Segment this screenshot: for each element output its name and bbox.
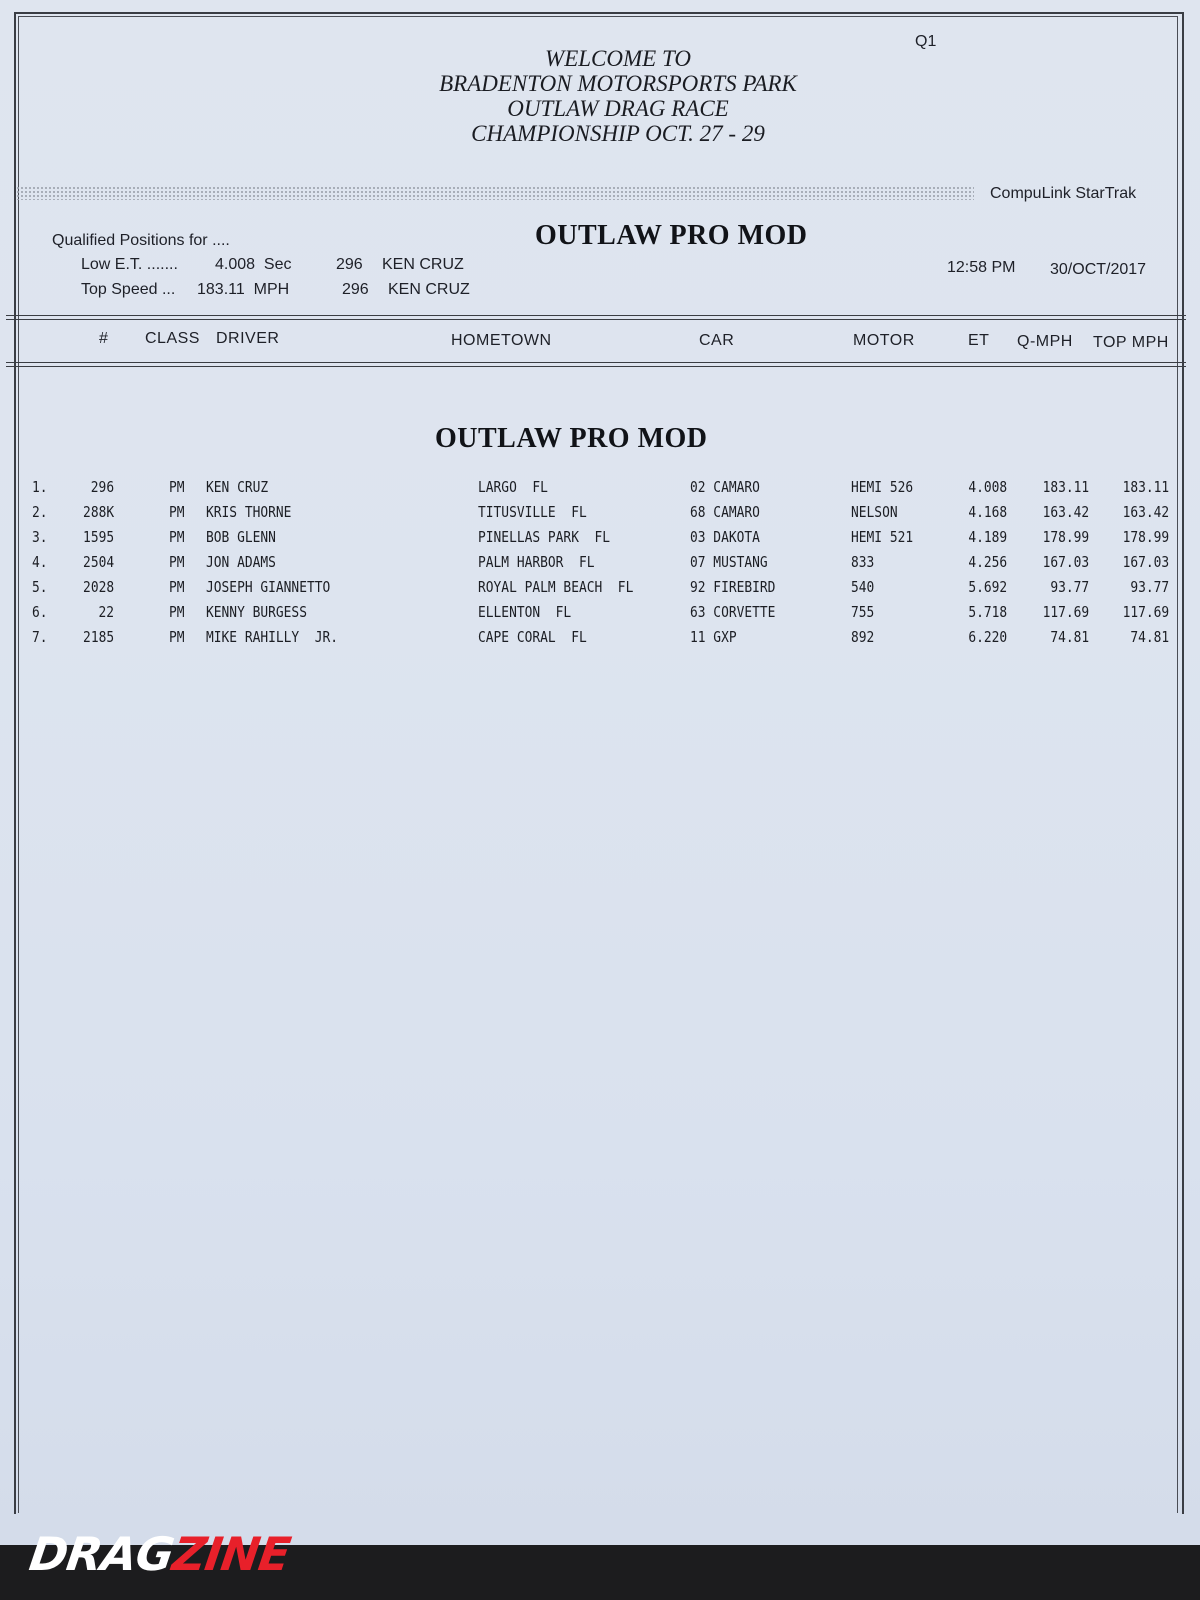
- cell-qmph: 74.81: [1050, 628, 1089, 646]
- cell-position: 6.: [32, 603, 48, 621]
- header-rule-bottom: [6, 366, 1186, 367]
- cell-et: 6.220: [968, 628, 1007, 646]
- low-et-car: 296: [336, 256, 363, 273]
- cell-qmph: 167.03: [1042, 553, 1089, 571]
- cell-motor: 892: [851, 628, 875, 646]
- cell-qmph: 163.42: [1042, 503, 1089, 521]
- col-header-topmph: TOP MPH: [1093, 334, 1169, 351]
- cell-class: PM: [169, 578, 185, 596]
- table-row: [0, 628, 1200, 653]
- dragzine-logo: [26, 1527, 293, 1581]
- dotted-divider: [16, 186, 974, 200]
- report-time: 12:58 PM: [947, 259, 1016, 276]
- cell-car: 02 CAMARO: [690, 478, 760, 496]
- cell-car: 68 CAMARO: [690, 503, 760, 521]
- qualified-for-label: Qualified Positions for ....: [52, 232, 230, 249]
- cell-motor: NELSON: [851, 503, 898, 521]
- top-speed-car: 296: [342, 281, 369, 298]
- report-date: 30/OCT/2017: [1050, 261, 1147, 278]
- cell-car: 92 FIREBIRD: [690, 578, 776, 596]
- cell-car: 03 DAKOTA: [690, 528, 760, 546]
- cell-position: 5.: [32, 578, 48, 596]
- top-speed-driver: KEN CRUZ: [388, 281, 470, 298]
- qualifier-tag: Q1: [915, 33, 937, 50]
- cell-hometown: TITUSVILLE FL: [478, 503, 587, 521]
- cell-et: 4.008: [968, 478, 1007, 496]
- cell-car-number: 1595: [82, 528, 114, 546]
- low-et-value: 4.008 Sec: [215, 256, 292, 273]
- col-header-car: CAR: [699, 332, 735, 349]
- cell-qmph: 183.11: [1042, 478, 1089, 496]
- cell-car-number: 2028: [82, 578, 114, 596]
- cell-car-number: 288K: [82, 503, 114, 521]
- header-rule-top: [6, 319, 1186, 320]
- header-rule-top: [6, 315, 1186, 316]
- welcome-line: CHAMPIONSHIP OCT. 27 - 29: [471, 121, 765, 146]
- logo-zine: ZINE: [169, 1527, 294, 1581]
- cell-et: 5.692: [968, 578, 1007, 596]
- cell-qmph: 117.69: [1042, 603, 1089, 621]
- col-header-et: ET: [968, 332, 990, 349]
- cell-class: PM: [169, 528, 185, 546]
- cell-position: 3.: [32, 528, 48, 546]
- cell-motor: 833: [851, 553, 875, 571]
- cell-et: 4.168: [968, 503, 1007, 521]
- cell-qmph: 93.77: [1050, 578, 1089, 596]
- cell-position: 7.: [32, 628, 48, 646]
- cell-class: PM: [169, 553, 185, 571]
- logo-drag: DRAG: [26, 1527, 177, 1581]
- cell-car: 11 GXP: [690, 628, 737, 646]
- cell-class: PM: [169, 603, 185, 621]
- system-brand: CompuLink StarTrak: [990, 185, 1137, 202]
- section-title: OUTLAW PRO MOD: [435, 423, 708, 454]
- cell-position: 4.: [32, 553, 48, 571]
- cell-topmph: 178.99: [1122, 528, 1169, 546]
- cell-topmph: 163.42: [1122, 503, 1169, 521]
- cell-position: 2.: [32, 503, 48, 521]
- header-rule-bottom: [6, 362, 1186, 363]
- cell-hometown: CAPE CORAL FL: [478, 628, 587, 646]
- cell-car-number: 2185: [82, 628, 114, 646]
- col-header-driver: DRIVER: [216, 330, 280, 347]
- welcome-line: BRADENTON MOTORSPORTS PARK: [439, 71, 797, 96]
- welcome-line: WELCOME TO: [545, 46, 691, 71]
- cell-position: 1.: [32, 478, 48, 496]
- col-header-qmph: Q-MPH: [1017, 333, 1073, 350]
- cell-class: PM: [169, 478, 185, 496]
- cell-topmph: 167.03: [1122, 553, 1169, 571]
- cell-motor: 755: [851, 603, 875, 621]
- cell-topmph: 183.11: [1122, 478, 1169, 496]
- cell-car-number: 22: [98, 603, 114, 621]
- table-row: [0, 503, 1200, 528]
- cell-hometown: ELLENTON FL: [478, 603, 572, 621]
- cell-driver: MIKE RAHILLY JR.: [206, 628, 339, 646]
- cell-et: 5.718: [968, 603, 1007, 621]
- cell-topmph: 74.81: [1130, 628, 1169, 646]
- cell-driver: JOSEPH GIANNETTO: [206, 578, 331, 596]
- cell-class: PM: [169, 628, 185, 646]
- cell-hometown: PALM HARBOR FL: [478, 553, 595, 571]
- cell-car: 07 MUSTANG: [690, 553, 768, 571]
- col-header-motor: MOTOR: [853, 332, 915, 349]
- cell-driver: KENNY BURGESS: [206, 603, 307, 621]
- cell-et: 4.189: [968, 528, 1007, 546]
- table-row: [0, 578, 1200, 603]
- table-row: [0, 603, 1200, 628]
- table-row: [0, 553, 1200, 578]
- col-header-class: CLASS: [145, 330, 200, 347]
- cell-car-number: 296: [90, 478, 114, 496]
- cell-hometown: PINELLAS PARK FL: [478, 528, 611, 546]
- cell-driver: KRIS THORNE: [206, 503, 292, 521]
- cell-motor: 540: [851, 578, 875, 596]
- cell-motor: HEMI 526: [851, 478, 914, 496]
- cell-hometown: ROYAL PALM BEACH FL: [478, 578, 634, 596]
- table-row: [0, 478, 1200, 503]
- cell-motor: HEMI 521: [851, 528, 914, 546]
- top-speed-label: Top Speed ...: [81, 281, 176, 298]
- low-et-driver: KEN CRUZ: [382, 256, 464, 273]
- cell-car-number: 2504: [82, 553, 114, 571]
- cell-class: PM: [169, 503, 185, 521]
- cell-driver: BOB GLENN: [206, 528, 276, 546]
- cell-car: 63 CORVETTE: [690, 603, 776, 621]
- table-row: [0, 528, 1200, 553]
- top-speed-value: 183.11 MPH: [197, 281, 290, 298]
- col-header-hometown: HOMETOWN: [451, 332, 552, 349]
- cell-hometown: LARGO FL: [478, 478, 548, 496]
- cell-et: 4.256: [968, 553, 1007, 571]
- low-et-label: Low E.T. .......: [81, 256, 178, 273]
- cell-qmph: 178.99: [1042, 528, 1089, 546]
- welcome-header: [0, 46, 1200, 146]
- cell-driver: JON ADAMS: [206, 553, 276, 571]
- cell-topmph: 93.77: [1130, 578, 1169, 596]
- cell-topmph: 117.69: [1122, 603, 1169, 621]
- col-header-num: #: [99, 330, 109, 347]
- welcome-line: OUTLAW DRAG RACE: [507, 96, 729, 121]
- cell-driver: KEN CRUZ: [206, 478, 269, 496]
- class-title: OUTLAW PRO MOD: [535, 220, 808, 251]
